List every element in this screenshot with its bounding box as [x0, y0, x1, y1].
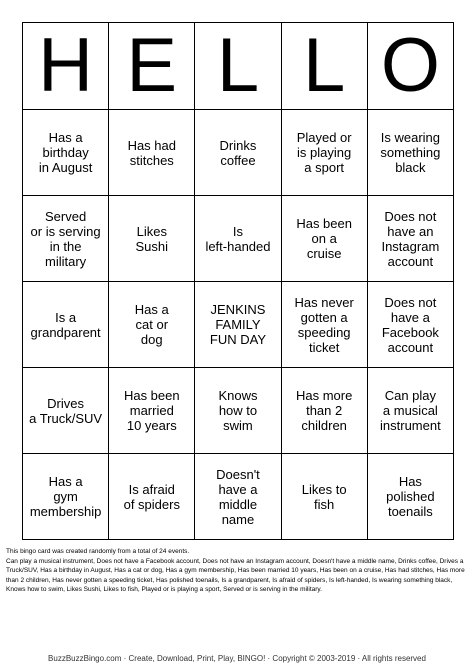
site-footer: BuzzBuzzBingo.com · Create, Download, Print, Play, BINGO! · Copyright © 2003-2019 · All rights reserved [48, 654, 426, 663]
bingo-cell: Has a cat or dog [109, 282, 195, 368]
bingo-cell: Served or is serving in the military [23, 196, 109, 282]
bingo-row [23, 282, 454, 368]
bingo-cell: Has polished toenails [367, 454, 453, 540]
bingo-cell: Has been married 10 years [109, 368, 195, 454]
bingo-row [23, 454, 454, 540]
bingo-cell: Played or is playing a sport [281, 110, 367, 196]
card-info-summary: This bingo card was created randomly from a total of 24 events. [6, 548, 190, 555]
card-info-events: Can play a musical instrument, Does not have a Facebook account, Does not have an Instagram account, Doesn't have a middle name, Drinks coffee, Drives a Truck/SUV, Has a birthday in August, Has a cat or dog, Has a gym membership, Has been married 10 years, Has been on a cruise, Has had stitches, Has more than 2 children, Has never gotten a speeding ticket, Has polished toenails, Is a grandparent, Is afraid of spiders, Is left-handed, Is wearing something black, Knows how to swim, Likes Sushi, Likes to fish, Played or is playing a sport, Served or is serving in the military. [6, 557, 465, 593]
header-letter-o: O [367, 23, 453, 110]
bingo-cell: Is afraid of spiders [109, 454, 195, 540]
bingo-cell: Has been on a cruise [281, 196, 367, 282]
bingo-cell: Has had stitches [109, 110, 195, 196]
header-letter-l: L [195, 23, 281, 110]
bingo-cell: Is a grandparent [23, 282, 109, 368]
bingo-cell: Can play a musical instrument [367, 368, 453, 454]
bingo-cell: Doesn't have a middle name [195, 454, 281, 540]
bingo-row [23, 196, 454, 282]
header-letter-h: H [23, 23, 109, 110]
bingo-cell: Does not have a Facebook account [367, 282, 453, 368]
header-letter-l: L [281, 23, 367, 110]
bingo-cell: Has a birthday in August [23, 110, 109, 196]
bingo-cell: Does not have an Instagram account [367, 196, 453, 282]
bingo-cell: Likes Sushi [109, 196, 195, 282]
bingo-cell: Has more than 2 children [281, 368, 367, 454]
bingo-cell: Is left-handed [195, 196, 281, 282]
bingo-cell: Drives a Truck/SUV [23, 368, 109, 454]
bingo-row [23, 110, 454, 196]
bingo-card [22, 22, 454, 540]
header-row [23, 23, 454, 110]
bingo-row [23, 368, 454, 454]
header-letter-e: E [109, 23, 195, 110]
free-space-cell: JENKINS FAMILY FUN DAY [195, 282, 281, 368]
bingo-cell: Has a gym membership [23, 454, 109, 540]
bingo-cell: Has never gotten a speeding ticket [281, 282, 367, 368]
bingo-cell: Drinks coffee [195, 110, 281, 196]
bingo-cell: Likes to fish [281, 454, 367, 540]
bingo-cell: Knows how to swim [195, 368, 281, 454]
bingo-grid [22, 22, 454, 540]
bingo-cell: Is wearing something black [367, 110, 453, 196]
card-info [6, 547, 468, 595]
